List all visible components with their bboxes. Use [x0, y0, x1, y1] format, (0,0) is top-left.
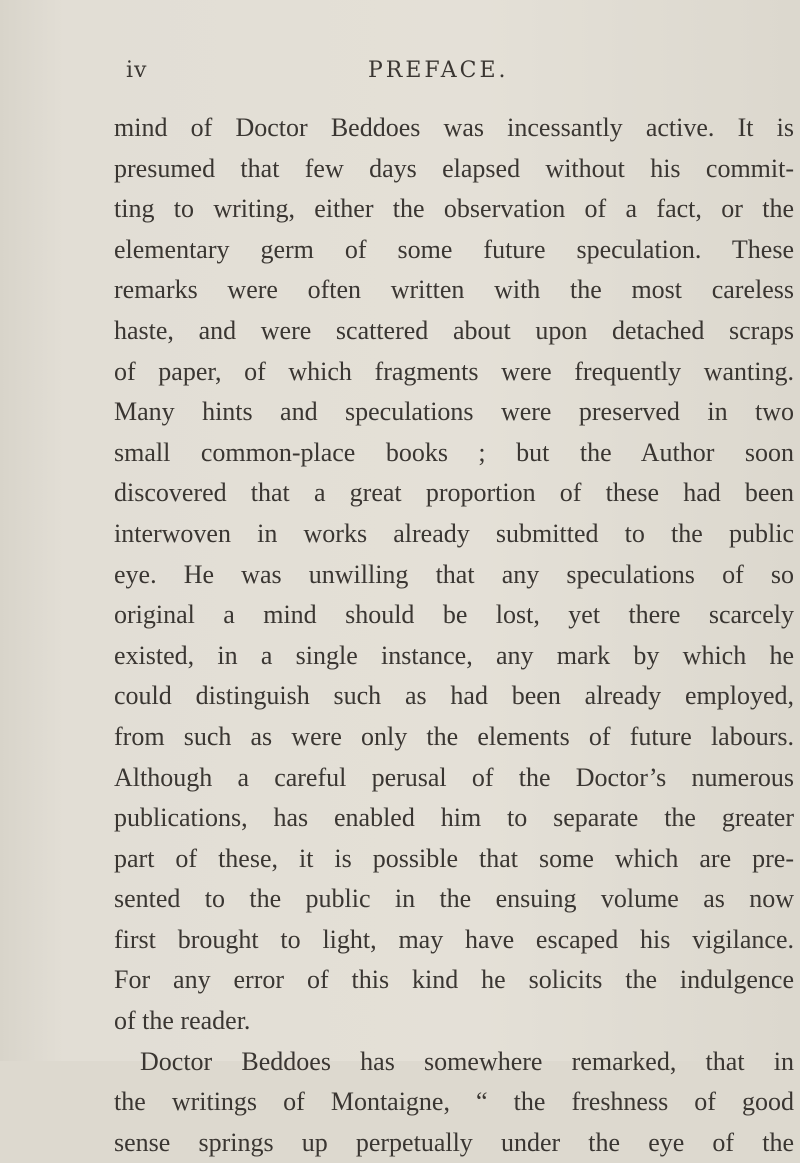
text-line: Although a careful perusal of the Doctor’s numerous: [114, 762, 794, 792]
paragraph-start-line: Doctor Beddoes has somewhere remarked, that in: [140, 1046, 794, 1076]
text-line: mind of Doctor Beddoes was incessantly active. It is: [114, 113, 794, 142]
body-text: [114, 108, 794, 1163]
text-line: existed, in a single instance, any mark by which he: [114, 640, 794, 670]
page-header: [0, 58, 800, 88]
text-line: from such as were only the elements of future labours.: [114, 721, 794, 751]
running-head: PREFACE.: [368, 58, 509, 83]
page-number: iv: [126, 58, 148, 83]
text-line: first brought to light, may have escaped his vigilance.: [114, 924, 794, 954]
text-line: the writings of Montaigne, “ the freshness of good: [114, 1087, 794, 1117]
text-line: original a mind should be lost, yet there scarcely: [114, 600, 794, 630]
text-line: presumed that few days elapsed without his commit-: [114, 153, 794, 183]
text-line: discovered that a great proportion of these had been: [114, 478, 794, 508]
text-line: of paper, of which fragments were frequently wanting.: [114, 356, 794, 386]
text-line: sented to the public in the ensuing volume as now: [114, 884, 794, 914]
text-line: For any error of this kind he solicits the indulgence: [114, 965, 794, 995]
text-line: Many hints and speculations were preserved in two: [114, 397, 794, 427]
text-line: ting to writing, either the observation of a fact, or the: [114, 194, 794, 224]
text-line: interwoven in works already submitted to the public: [114, 518, 794, 548]
text-line: elementary germ of some future speculation. These: [114, 234, 794, 264]
text-line: remarks were often written with the most careless: [114, 275, 794, 305]
text-line: part of these, it is possible that some which are pre-: [114, 843, 794, 873]
paragraph-end-line: of the reader.: [114, 1006, 251, 1036]
text-line: haste, and were scattered about upon detached scraps: [114, 315, 794, 345]
text-line: eye. He was unwilling that any speculations of so: [114, 559, 794, 589]
text-line: publications, has enabled him to separate the greater: [114, 803, 794, 833]
text-line: small common-place books ; but the Author soon: [114, 437, 794, 467]
text-line: sense springs up perpetually under the eye of the: [114, 1127, 794, 1157]
text-line: could distinguish such as had been already employed,: [114, 681, 794, 711]
